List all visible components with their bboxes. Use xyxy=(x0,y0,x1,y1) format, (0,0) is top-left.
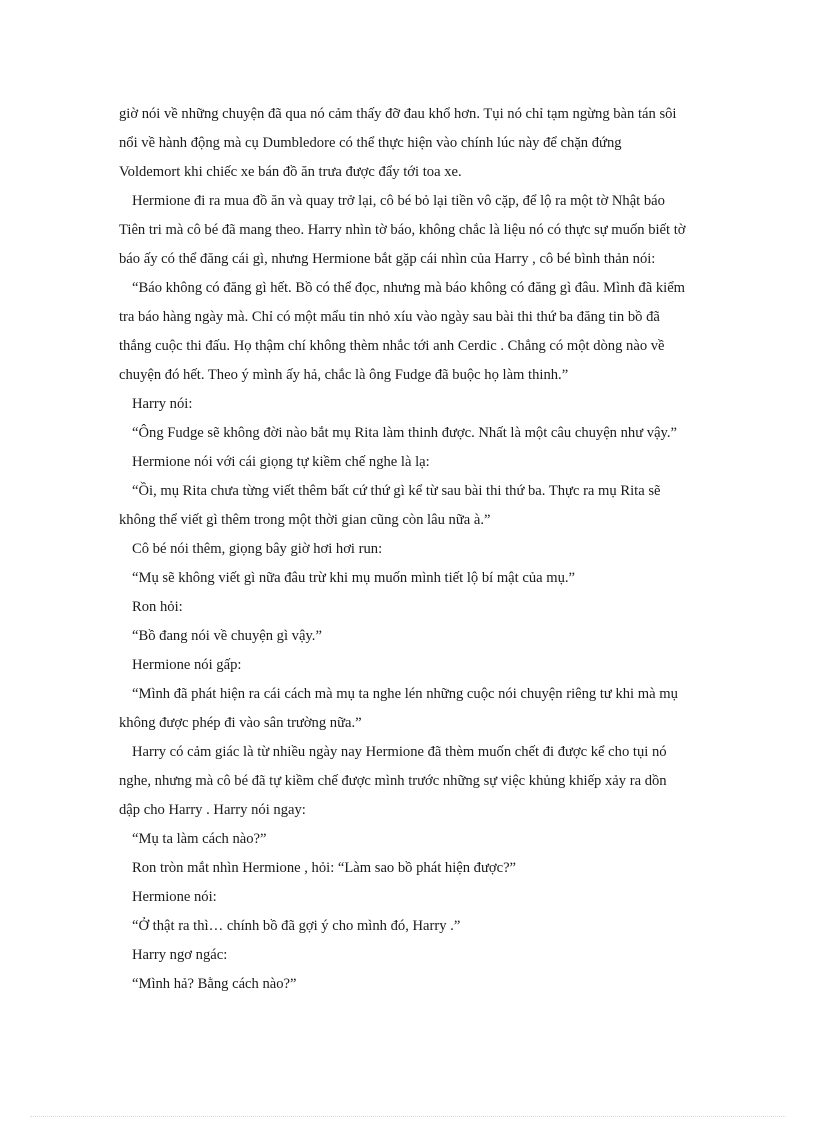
text-line: nổi về hành động mà cụ Dumbledore có thể thực hiện vào chính lúc này để chặn đứng xyxy=(119,135,622,151)
text-line: Voldemort khi chiếc xe bán đồ ăn trưa được đẩy tới toa xe. xyxy=(119,164,462,180)
text-line: “Bồ đang nói về chuyện gì vậy.” xyxy=(132,628,322,644)
text-line: thắng cuộc thi đấu. Họ thậm chí không thèm nhắc tới anh Cerdic . Chẳng có một dòng nào về xyxy=(119,338,665,354)
text-line: không thể viết gì thêm trong một thời gian cũng còn lâu nữa à.” xyxy=(119,512,491,528)
text-line: Ron hỏi: xyxy=(132,599,183,615)
text-line: Hermione nói với cái giọng tự kiềm chế nghe là lạ: xyxy=(132,454,430,470)
text-line: “Ở thật ra thì… chính bồ đã gợi ý cho mình đó, Harry .” xyxy=(132,918,461,934)
text-line: Harry nói: xyxy=(132,396,193,412)
text-line: Tiên tri mà cô bé đã mang theo. Harry nhìn tờ báo, không chắc là liệu nó có thực sự muốn biết tờ xyxy=(119,222,686,238)
text-line: báo ấy có thể đăng cái gì, nhưng Hermione bắt gặp cái nhìn của Harry , cô bé bình thản nói: xyxy=(119,251,656,267)
text-line: tra báo hàng ngày mà. Chỉ có một mẩu tin nhỏ xíu vào ngày sau bài thi thứ ba đăng tin bồ đã xyxy=(119,309,660,325)
text-line: “Mình đã phát hiện ra cái cách mà mụ ta nghe lén những cuộc nói chuyện riêng tư khi mà mụ xyxy=(132,686,678,702)
text-line: Ron tròn mắt nhìn Hermione , hỏi: “Làm sao bồ phát hiện được?” xyxy=(132,860,517,876)
text-line: Hermione đi ra mua đồ ăn và quay trở lại, cô bé bỏ lại tiền vô cặp, để lộ ra một tờ Nhật báo xyxy=(132,193,665,209)
text-line: “Mụ sẽ không viết gì nữa đâu trừ khi mụ muốn mình tiết lộ bí mật của mụ.” xyxy=(132,570,576,586)
text-line: “Ồi, mụ Rita chưa từng viết thêm bất cứ thứ gì kể từ sau bài thi thứ ba. Thực ra mụ Rita sẽ xyxy=(132,483,661,499)
text-line: “Ông Fudge sẽ không đời nào bắt mụ Rita làm thinh được. Nhất là một câu chuyện như vậy.” xyxy=(132,425,678,441)
text-line: “Báo không có đăng gì hết. Bồ có thể đọc, nhưng mà báo không có đăng gì đâu. Mình đã kiểm xyxy=(132,280,686,296)
text-line: “Mụ ta làm cách nào?” xyxy=(132,831,267,847)
text-line: Cô bé nói thêm, giọng bây giờ hơi hơi run: xyxy=(132,541,383,557)
text-line: không được phép đi vào sân trường nữa.” xyxy=(119,715,362,731)
text-line: dập cho Harry . Harry nói ngay: xyxy=(119,802,306,818)
text-line: Harry ngơ ngác: xyxy=(132,947,228,963)
text-line: Hermione nói gấp: xyxy=(132,657,242,673)
text-line: Harry có cảm giác là từ nhiều ngày nay Hermione đã thèm muốn chết đi được kể cho tụi nó xyxy=(132,744,667,760)
text-line: chuyện đó hết. Theo ý mình ấy hả, chắc là ông Fudge đã buộc họ làm thinh.” xyxy=(119,367,569,383)
text-line: “Mình hả? Bằng cách nào?” xyxy=(132,976,297,992)
text-line: nghe, nhưng mà cô bé đã tự kiềm chế được mình trước những sự việc khủng khiếp xảy ra dồn xyxy=(119,773,667,789)
text-line: Hermione nói: xyxy=(132,889,217,905)
text-line: giờ nói về những chuyện đã qua nó cảm thấy đỡ đau khổ hơn. Tụi nó chỉ tạm ngừng bàn tán sôi xyxy=(119,106,677,122)
page-bottom-divider xyxy=(30,1116,786,1117)
